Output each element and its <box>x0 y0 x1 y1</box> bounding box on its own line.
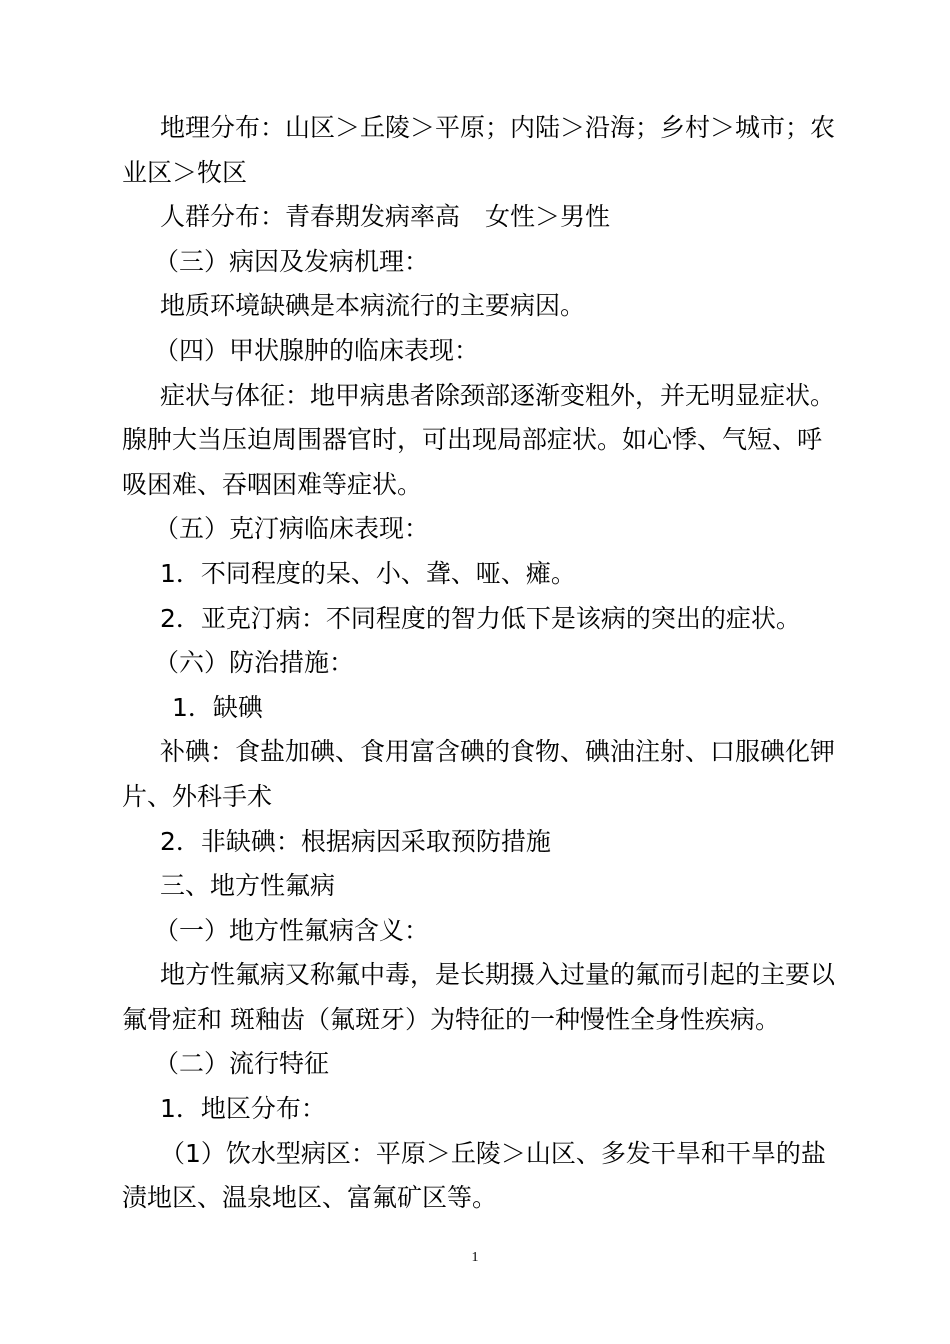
heading-fluorosis-definition: （一）地方性氟病含义： <box>154 915 430 945</box>
list-item-regional-distribution: 1．地区分布： <box>160 1094 326 1124</box>
document-body <box>122 106 842 1221</box>
paragraph-population-distribution: 人群分布：青春期发病率高 女性＞男性 <box>160 202 611 232</box>
paragraph-iodine-supplement: 补碘：食盐加碘、食用富含碘的食物、碘油注射、口服碘化钾片、外科手术 <box>122 737 836 811</box>
list-item-cretinism-2: 2．亚克汀病：不同程度的智力低下是该病的突出的症状。 <box>160 603 801 633</box>
paragraph-drinking-water-type: （1）饮水型病区：平原＞丘陵＞山区、多发干旱和干旱的盐渍地区、温泉地区、富氟矿区等。 <box>122 1138 826 1213</box>
list-item-iodine-deficiency: 1．缺碘 <box>172 692 263 722</box>
paragraph-fluorosis-definition: 地方性氟病又称氟中毒，是长期摄入过量的氟而引起的主要以氟骨症和 斑釉齿（氟斑牙）为特征的一种慢性全身性疾病。 <box>122 960 836 1034</box>
heading-goiter-manifestations: （四）甲状腺肿的临床表现： <box>154 335 480 365</box>
heading-etiology: （三）病因及发病机理： <box>154 246 430 276</box>
paragraph-etiology: 地质环境缺碘是本病流行的主要病因。 <box>160 291 586 321</box>
heading-epidemic-features: （二）流行特征 <box>154 1049 330 1079</box>
section-heading-fluorosis: 三、地方性氟病 <box>160 871 336 901</box>
list-item-cretinism-1: 1．不同程度的呆、小、聋、哑、瘫。 <box>160 558 576 588</box>
heading-cretinism-manifestations: （五）克汀病临床表现： <box>154 514 430 544</box>
paragraph-geographic-distribution: 地理分布：山区＞丘陵＞平原；内陆＞沿海；乡村＞城市；农业区＞牧区 <box>122 113 836 187</box>
paragraph-symptoms: 症状与体征：地甲病患者除颈部逐渐变粗外，并无明显症状。腺肿大当压迫周围器官时，可出现局部症状。如心悸、气短、呼吸困难、吞咽困难等症状。 <box>122 380 836 499</box>
heading-prevention: （六）防治措施： <box>154 648 355 678</box>
list-item-non-iodine-deficiency: 2．非缺碘：根据病因采取预防措施 <box>160 826 551 856</box>
page-number: 1 <box>471 1250 479 1265</box>
